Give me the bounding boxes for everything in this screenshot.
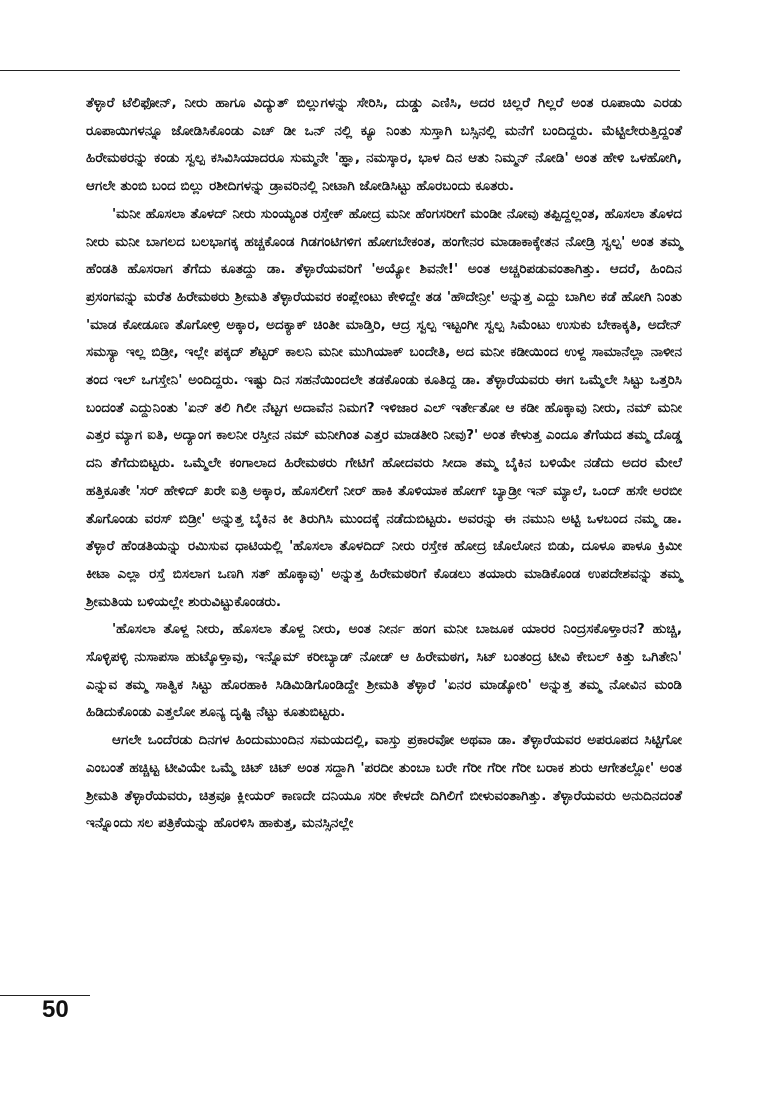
paragraph-4: ಆಗಲೇ ಒಂದೆರಡು ದಿನಗಳ ಹಿಂದುಮುಂದಿನ ಸಮಯದಲ್ಲಿ, ವಾಸ್ತು ಪ್ರಕಾರವೋ ಅಥವಾ ಡಾ. ತೆಳ್ಳಾರೆಯವರ ಅಪರೂಪದ ಸಿಟ್ಟಿಗೋ ಎಂಬಂತೆ ಹಚ್ಚಿಟ್ಟ ಟೀವಿಯೇ ಒಮ್ಮೆ ಚಿಟ್ ಚಿಟ್ ಅಂತ ಸದ್ದಾಗಿ 'ಪರದೀ ತುಂಬಾ ಬರೇ ಗೆರೀ ಗೆರೀ ಗೆರೀ ಬರಾಕ ಶುರು ಆಗೇತಲ್ಲೋ' ಅಂತ ಶ್ರೀಮತಿ ತೆಳ್ಳಾರೆಯವರು, ಚಿತ್ರವೂ ಕ್ಲೀಯರ್ ಕಾಣದೇ ದನಿಯೂ ಸರೀ ಕೇಳದೇ ದಿಗಿಲಿಗೆ ಬೀಳುವಂತಾಗಿತ್ತು. ತೆಳ್ಳಾರೆಯವರು ಅನುದಿನದಂತೆ ಇನ್ನೊಂದು ಸಲ ಪತ್ರಿಕೆಯನ್ನು ಹೊರಳಿಸಿ ಹಾಕುತ್ತ, ಮನಸ್ಸಿನಲ್ಲೇ	[86, 732, 682, 832]
paragraph-3: 'ಹೊಸಲಾ ತೊಳ್ದ ನೀರು, ಹೊಸಲಾ ತೊಳ್ದ ನೀರು, ಅಂತ ನೀರ್ನ ಹಂಗ ಮನೀ ಬಾಜೂಕ ಯಾರರ ನಿಂದ್ರಸಕೊಳ್ತಾರನ? ಹುಚ್ಚಿ, ಸೊಳ್ಳಿಪಳ್ಳಿ ನುಸಾಪಸಾ ಹುಟ್ಕೊಳ್ತಾವು, ಇನ್ನೊಮ್ ಕರೀಬ್ಯಾಡ್ ನೋಡ್ ಆ ಹಿರೇಮಠಗ, ಸಿಟ್ ಬಂತಂದ್ರ ಟೀವಿ ಕೇಬಲ್ ಕಿತ್ತು ಒಗಿತೇನಿ' ಎನ್ನುವ ತಮ್ಮ ಸಾತ್ವಿಕ ಸಿಟ್ಟು ಹೊರಹಾಕಿ ಸಿಡಿಮಿಡಿಗೊಂಡಿದ್ದೇ ಶ್ರೀಮತಿ ತೆಳ್ಳಾರೆ 'ಏನರ ಮಾಡ್ಕೋರಿ' ಅನ್ನುತ್ತ ತಮ್ಮ ನೋವಿನ ಮಂಡಿ ಹಿಡಿದುಕೊಂಡು ಎತ್ತಲೋ ಶೂನ್ಯ ದೃಷ್ಟಿ ನೆಟ್ಟು ಕೂತುಬಿಟ್ಟರು.	[86, 621, 682, 721]
page-body	[86, 90, 682, 838]
page-number: 50	[42, 996, 69, 1023]
paragraph-1: ತೆಳ್ಳಾರೆ ಟೆಲಿಫೋನ್, ನೀರು ಹಾಗೂ ವಿದ್ಯುತ್ ಬಿಲ್ಲುಗಳನ್ನು ಸೇರಿಸಿ, ದುಡ್ಡು ಎಣಿಸಿ, ಅದರ ಚಿಲ್ಲರೆ ಗಿಲ್ಲರೆ ಅಂತ ರೂಪಾಯಿ ಎರಡು ರೂಪಾಯಿಗಳನ್ನೂ ಜೋಡಿಸಿಕೊಂಡು ಎಚ್ ಡೀ ಒನ್ ನಲ್ಲಿ ಕ್ಯೂ ನಿಂತು ಸುಸ್ತಾಗಿ ಬಸ್ಸಿನಲ್ಲಿ ಮನೆಗೆ ಬಂದಿದ್ದರು. ಮೆಟ್ಟಿಲೇರುತ್ತಿದ್ದಂತೆ ಹಿರೇಮಠರನ್ನು ಕಂಡು ಸ್ವಲ್ಪ ಕಸಿವಿಸಿಯಾದರೂ ಸುಮ್ಮನೇ 'ಹ್ಞಾ, ನಮಸ್ಕಾರ, ಭಾಳ ದಿನ ಆತು ನಿಮ್ಮನ್ ನೋಡಿ' ಅಂತ ಹೇಳಿ ಒಳಹೋಗಿ, ಆಗಲೇ ತುಂಬಿ ಬಂದ ಬಿಲ್ಲು ರಶೀದಿಗಳನ್ನು ಡ್ರಾವರಿನಲ್ಲಿ ನೀಟಾಗಿ ಜೋಡಿಸಿಟ್ಟು ಹೊರಬಂದು ಕೂತರು.	[86, 95, 682, 195]
paragraph-2: 'ಮನೀ ಹೊಸಲಾ ತೊಳದ್ ನೀರು ಸುಂಯ್ಯಂತ ರಸ್ತೇಕ್ ಹೋದ್ರ ಮನೀ ಹೆಂಗಸರೀಗೆ ಮಂಡೀ ನೋವು ತಪ್ಪಿದ್ದಲ್ಲಂತ, ಹೊಸಲಾ ತೊಳದ ನೀರು ಮನೀ ಬಾಗಲದ ಬಲಭಾಗಕ್ಕ ಹಚ್ಚಕೊಂಡ ಗಿಡಗಂಟಿಗಳಿಗ ಹೋಗಬೇಕಂತ, ಹಂಗೇನರ ಮಾಡಾಕಾಕ್ಕೇತನ ನೋಡ್ರಿ ಸ್ವಲ್ಪ' ಅಂತ ತಮ್ಮ ಹೆಂಡತಿ ಹೊಸರಾಗ ತೆಗೆದು ಕೂತದ್ದು ಡಾ. ತೆಳ್ಳಾರೆಯವರಿಗೆ 'ಅಯ್ಯೋ ಶಿವನೇ!' ಅಂತ ಅಚ್ಚರಿಪಡುವಂತಾಗಿತ್ತು. ಆದರೆ, ಹಿಂದಿನ ಪ್ರಸಂಗವನ್ನು ಮರೆತ ಹಿರೇಮಠರು ಶ್ರೀಮತಿ ತೆಳ್ಳಾರೆಯವರ ಕಂಪ್ಲೇಂಟು ಕೇಳಿದ್ದೇ ತಡ 'ಹೌದೇನ್ರೀ' ಅನ್ನುತ್ತ ಎದ್ದು ಬಾಗಿಲ ಕಡೆ ಹೋಗಿ ನಿಂತು 'ಮಾಡ ಕೋಡೂಣ ತೊಗೋಳ್ರಿ ಅಕ್ಕಾರ, ಅದಕ್ಯಾಕ್ ಚಿಂತೀ ಮಾಡ್ತಿರಿ, ಆದ್ರ ಸ್ವಲ್ಪ ಇಟ್ಟಂಗೀ ಸ್ವಲ್ಪ ಸಿಮೆಂಟು ಉಸುಕು ಬೇಕಾಕ್ಕತಿ, ಅದೇನ್ ಸಮಸ್ಯಾ ಇಲ್ಲ ಬಿಡ್ರೀ, ಇಲ್ಲೇ ಪಕ್ಕದ್ ಶೆಟ್ಟರ್ ಕಾಲನಿ ಮನೀ ಮುಗಿಯಾಕ್ ಬಂದೇತಿ, ಅದ ಮನೀ ಕಡೀಯಿಂದ ಉಳ್ದ ಸಾಮಾನೆಲ್ಲಾ ನಾಳೀನ ತಂದ ಇಲ್ ಒಗಸ್ತೇನಿ' ಅಂದಿದ್ದರು. ಇಷ್ಟು ದಿನ ಸಹನೆಯಿಂದಲೇ ತಡಕೊಂಡು ಕೂತಿದ್ದ ಡಾ. ತೆಳ್ಳಾರೆಯವರು ಈಗ ಒಮ್ಮೆಲೇ ಸಿಟ್ಟು ಒತ್ತರಿಸಿ ಬಂದಂತೆ ಎದ್ದುನಿಂತು 'ಏನ್ ತಲಿ ಗಿಲೀ ನೆಟ್ಟಗ ಅದಾವೆನ ನಿಮಗ? ಇಳಿಜಾರ ಎಲ್ ಇರ್ತೇತೋ ಆ ಕಡೀ ಹೊಕ್ಕಾವು ನೀರು, ನಮ್ ಮನೀ ಎತ್ತರ ಮ್ಯಾಗ ಐತಿ, ಅದ್ಯಾಂಗ ಕಾಲನೀ ರಸ್ತೀನ ನಮ್ ಮನೀಗಿಂತ ಎತ್ತರ ಮಾಡತೀರಿ ನೀವು?' ಅಂತ ಕೇಳುತ್ತ ಎಂದೂ ತೆಗೆಯದ ತಮ್ಮ ದೊಡ್ಡ ದನಿ ತೆಗೆದುಬಿಟ್ಟರು. ಒಮ್ಮೆಲೇ ಕಂಗಾಲಾದ ಹಿರೇಮಠರು ಗೇಟಿಗೆ ಹೋದವರು ಸೀದಾ ತಮ್ಮ ಬೈಕಿನ ಬಳಿಯೇ ನಡೆದು ಅದರ ಮೇಲೆ ಹತ್ತಿಕೂತೇ 'ಸರ್ ಹೇಳಿದ್ ಖರೇ ಐತ್ರಿ ಅಕ್ಕಾರ, ಹೊಸಲೀಗೆ ನೀರ್ ಹಾಕಿ ತೊಳಿಯಾಕ ಹೋಗ್ ಬ್ಯಾಡ್ರೀ ಇನ್ ಮ್ಯಾಲೆ, ಒಂದ್ ಹಸೇ ಅರಬೀ ತೊಗೊಂಡು ವರಸ್ ಬಿಡ್ರೀ' ಅನ್ನುತ್ತ ಬೈಕಿನ ಕೀ ತಿರುಗಿಸಿ ಮುಂದಕ್ಕೆ ನಡೆದುಬಿಟ್ಟರು. ಅವರನ್ನು ಈ ನಮುನಿ ಅಟ್ಟಿ ಒಳಬಂದ ನಮ್ಮ ಡಾ. ತೆಳ್ಳಾರೆ ಹೆಂಡತಿಯನ್ನು ರಮಿಸುವ ಧಾಟಿಯಲ್ಲಿ 'ಹೊಸಲಾ ತೊಳದಿದ್ ನೀರು ರಸ್ತೇಕ ಹೋದ್ರ ಚೊಲೋನ ಬಿಡು, ದೂಳೂ ಪಾಳೂ ಕ್ರಿಮೀ ಕೀಟಾ ಎಲ್ಲಾ ರಸ್ತೆ ಬಿಸಲಾಗ ಒಣಗಿ ಸತ್ ಹೊಕ್ಕಾವು' ಅನ್ನುತ್ತ ಹಿರೇಮಠರಿಗೆ ಕೊಡಲು ತಯಾರು ಮಾಡಿಕೊಂಡ ಉಪದೇಶವನ್ನು ತಮ್ಮ ಶ್ರೀಮತಿಯ ಬಳಿಯಲ್ಲೇ ಶುರುವಿಟ್ಟುಕೊಂಡರು.	[86, 205, 682, 610]
top-rule	[0, 70, 680, 71]
